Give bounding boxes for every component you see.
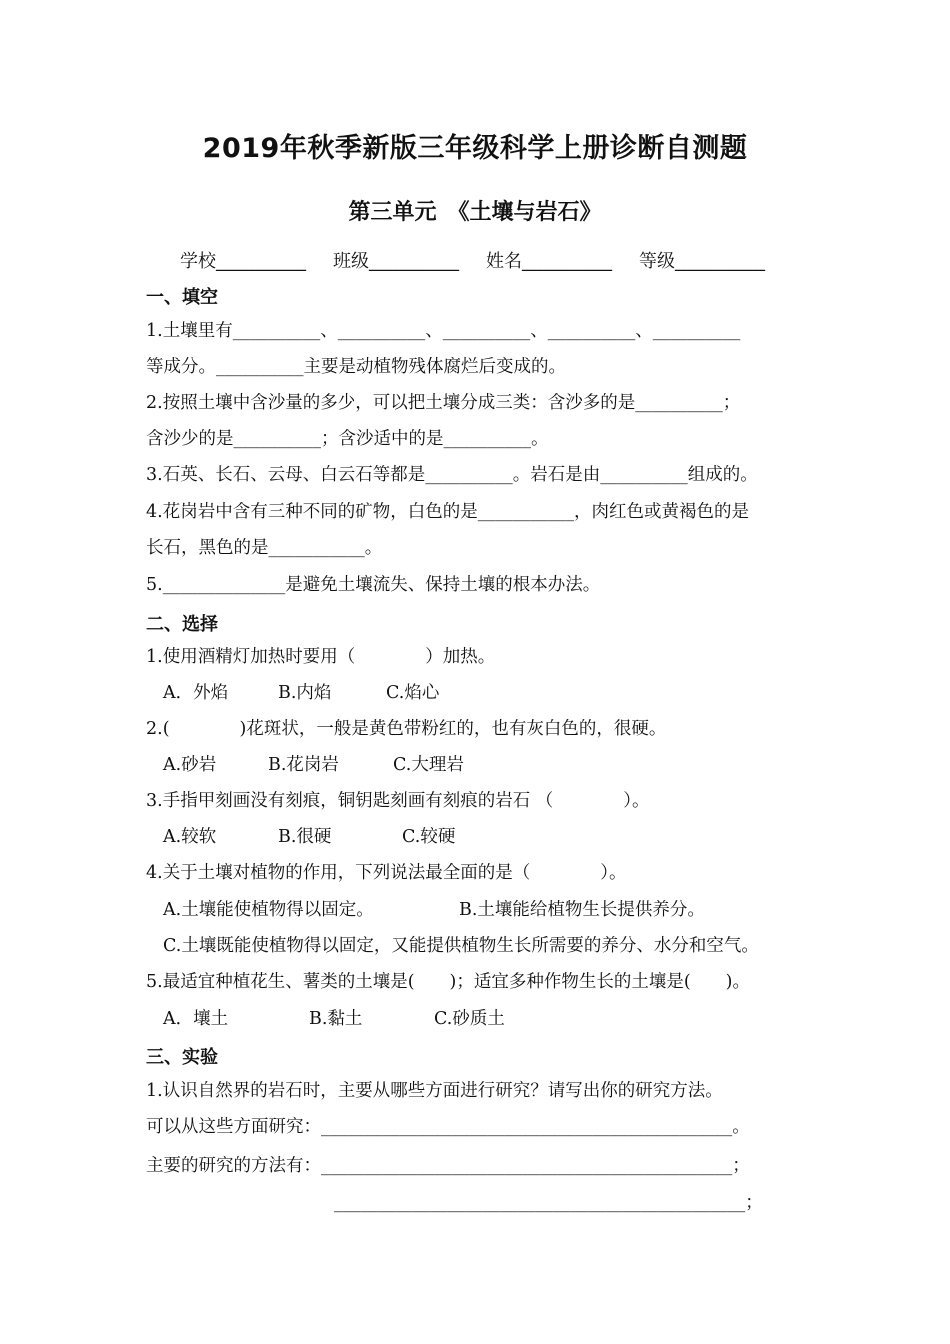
choice-3-option-c[interactable]: C.较硬 xyxy=(402,827,456,847)
fill-question-3[interactable]: 3.石英、长石、云母、白云石等都是__________。岩石是由__________组成的。 xyxy=(146,465,758,485)
grade-field[interactable]: 等级__________ xyxy=(639,251,765,272)
choice-5-option-b[interactable]: B.黏土 xyxy=(309,1009,363,1029)
name-field[interactable]: 姓名__________ xyxy=(486,251,612,272)
choice-4-option-a[interactable]: A.土壤能使植物得以固定。 xyxy=(163,900,374,920)
fill-question-4[interactable]: 4.花岗岩中含有三种不同的矿物，白色的是___________，肉红色或黄褐色的是 xyxy=(146,502,749,522)
choice-3-option-b[interactable]: B.很硬 xyxy=(278,827,332,847)
choice-5-option-c[interactable]: C.砂质土 xyxy=(434,1009,505,1029)
page-title: 2019年秋季新版三年级科学上册诊断自测题 xyxy=(202,133,748,164)
choice-4-option-c[interactable]: C.土壤既能使植物得以固定，又能提供植物生长所需要的养分、水分和空气。 xyxy=(163,936,759,956)
section-choice-heading: 二、选择 xyxy=(146,614,218,635)
fill-question-5[interactable]: 5.______________是避免土壤流失、保持土壤的根本办法。 xyxy=(146,575,601,595)
school-field[interactable]: 学校__________ xyxy=(180,251,306,272)
experiment-methods-field-cont[interactable]: _______________________________________________； xyxy=(334,1193,763,1213)
choice-2-option-a[interactable]: A.砂岩 xyxy=(163,755,217,775)
choice-1-option-a[interactable]: A．外焰 xyxy=(163,683,229,703)
choice-question-3: 3.手指甲刻画没有刻痕，铜钥匙刻画有刻痕的岩石 （ ）。 xyxy=(146,791,650,811)
fill-question-1[interactable]: 1.土壤里有__________、__________、__________、__________、__________ xyxy=(146,321,741,341)
fill-question-1-cont[interactable]: 等成分。__________主要是动植物残体腐烂后变成的。 xyxy=(146,357,566,377)
choice-question-4: 4.关于土壤对植物的作用，下列说法最全面的是（ ）。 xyxy=(146,863,627,883)
choice-question-2: 2.( )花斑状，一般是黄色带粉红的，也有灰白色的，很硬。 xyxy=(146,719,667,739)
class-field[interactable]: 班级__________ xyxy=(333,251,459,272)
choice-2-option-c[interactable]: C.大理岩 xyxy=(393,755,464,775)
experiment-methods-field[interactable]: 主要的研究的方法有：_______________________________________________； xyxy=(146,1156,750,1176)
choice-question-5: 5.最适宜种植花生、薯类的土壤是( )；适宜多种作物生长的土壤是( )。 xyxy=(146,972,751,992)
choice-1-option-c[interactable]: C.焰心 xyxy=(386,683,440,703)
choice-question-1: 1.使用酒精灯加热时要用（ ）加热。 xyxy=(146,647,496,667)
choice-4-option-b[interactable]: B.土壤能给植物生长提供养分。 xyxy=(459,900,705,920)
choice-2-option-b[interactable]: B.花岗岩 xyxy=(268,755,339,775)
page-subtitle: 第三单元 《土壤与岩石》 xyxy=(348,200,602,225)
section-experiment-heading: 三、实验 xyxy=(146,1047,218,1068)
fill-question-4-cont[interactable]: 长石，黑色的是___________。 xyxy=(146,538,383,558)
fill-question-2-cont[interactable]: 含沙少的是__________；含沙适中的是__________。 xyxy=(146,429,549,449)
section-fill-heading: 一、填空 xyxy=(146,287,218,308)
experiment-question-1: 1.认识自然界的岩石时，主要从哪些方面进行研究？请写出你的研究方法。 xyxy=(146,1081,723,1101)
choice-3-option-a[interactable]: A.较软 xyxy=(163,827,217,847)
choice-5-option-a[interactable]: A．壤土 xyxy=(163,1009,229,1029)
fill-question-2[interactable]: 2.按照土壤中含沙量的多少，可以把土壤分成三类：含沙多的是__________； xyxy=(146,393,741,413)
choice-1-option-b[interactable]: B.内焰 xyxy=(278,683,332,703)
experiment-aspects-field[interactable]: 可以从这些方面研究：_______________________________________________。 xyxy=(146,1117,750,1137)
